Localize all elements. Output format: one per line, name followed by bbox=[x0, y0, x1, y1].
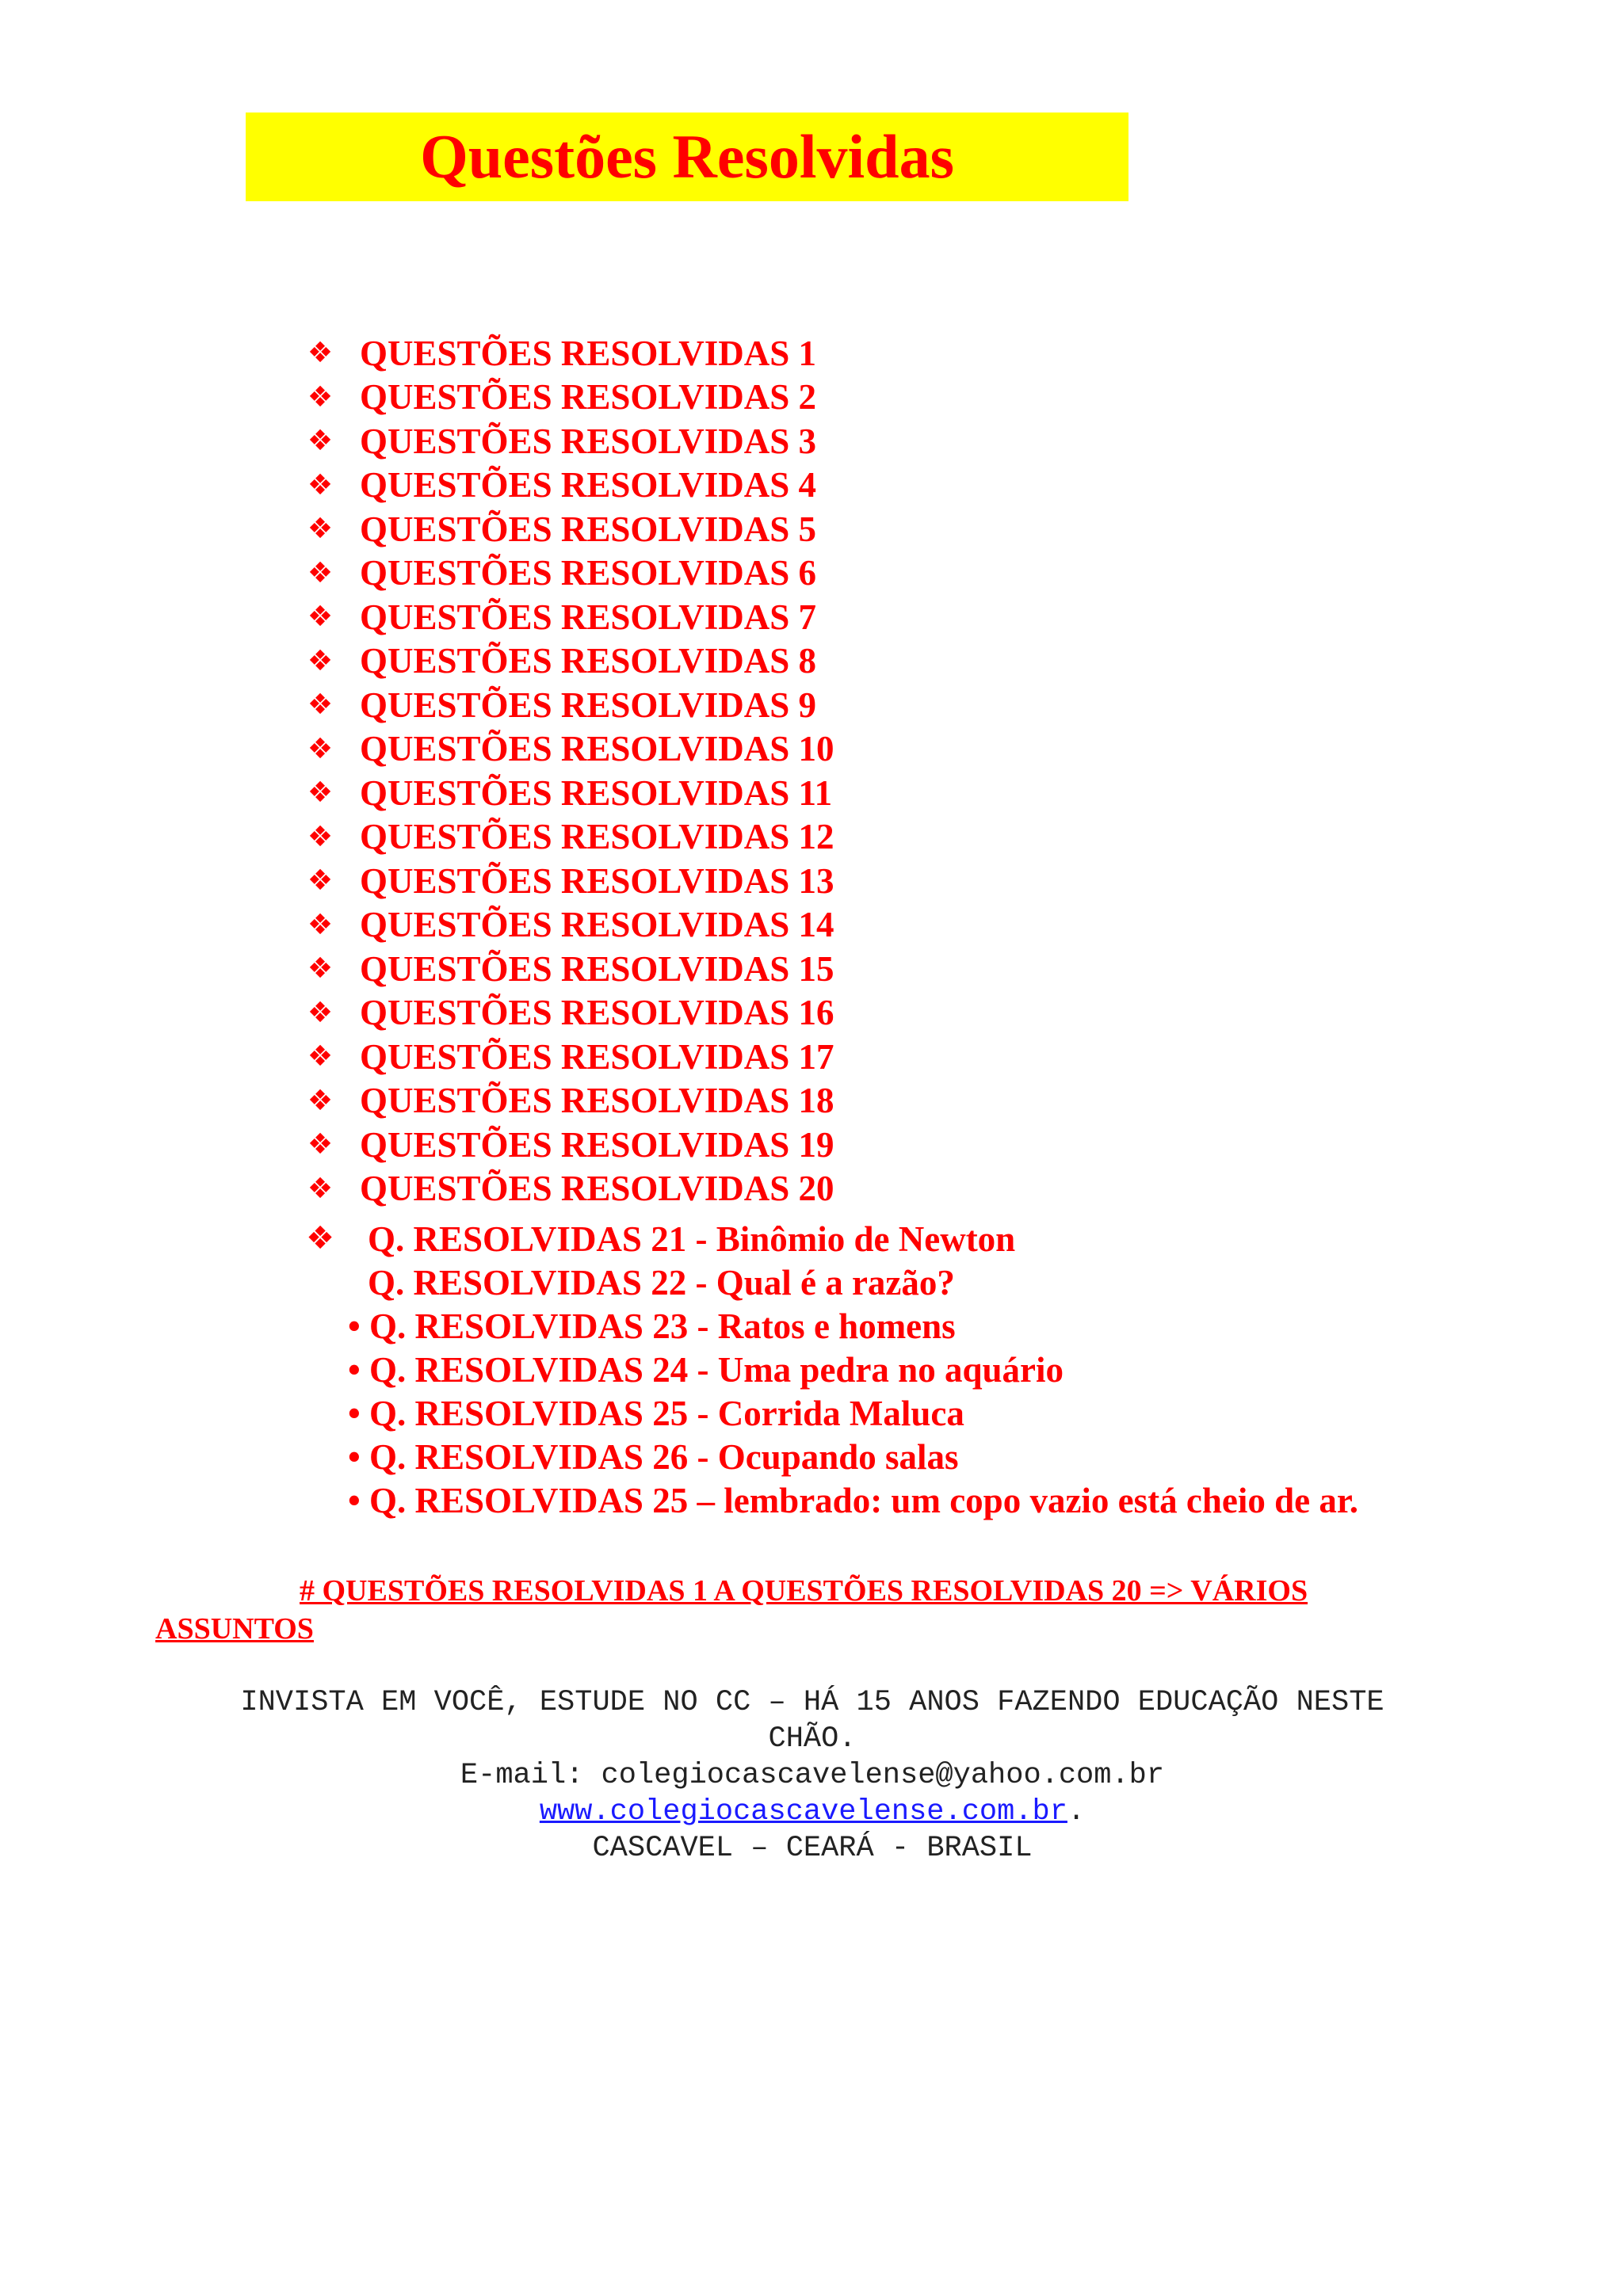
list-item-25b[interactable]: • Q. RESOLVIDAS 25 – lembrado: um copo vazio está cheio de ar. bbox=[348, 1481, 1358, 1520]
four-diamond-bullet-icon: ❖ bbox=[306, 1220, 334, 1257]
list-item-21-label[interactable]: Q. RESOLVIDAS 21 - Binômio de Newton bbox=[368, 1219, 1016, 1259]
page-title: Questões Resolvidas bbox=[420, 122, 954, 191]
four-diamond-bullet-icon: ❖ bbox=[307, 425, 334, 458]
four-diamond-bullet-icon: ❖ bbox=[307, 601, 334, 634]
summary-link-line1[interactable]: # QUESTÕES RESOLVIDAS 1 A QUESTÕES RESOLVIDAS 20 => VÁRIOS bbox=[300, 1574, 1308, 1608]
list-item-label[interactable]: QUESTÕES RESOLVIDAS 10 bbox=[360, 729, 834, 769]
four-diamond-bullet-icon: ❖ bbox=[307, 952, 334, 986]
title-banner bbox=[246, 113, 1128, 201]
footer-website bbox=[158, 1794, 1466, 1830]
footer-slogan-line1: INVISTA EM VOCÊ, ESTUDE NO CC – HÁ 15 ANOS FAZENDO EDUCAÇÃO NESTE bbox=[240, 1686, 1384, 1719]
list-item-label[interactable]: QUESTÕES RESOLVIDAS 12 bbox=[360, 817, 834, 857]
list-item-21[interactable] bbox=[301, 1219, 339, 1255]
list-item-label[interactable]: QUESTÕES RESOLVIDAS 14 bbox=[360, 905, 834, 945]
four-diamond-bullet-icon: ❖ bbox=[307, 380, 334, 414]
four-diamond-bullet-icon: ❖ bbox=[307, 513, 334, 546]
four-diamond-bullet-icon: ❖ bbox=[307, 732, 334, 765]
four-diamond-bullet-icon: ❖ bbox=[307, 337, 334, 370]
list-item-26[interactable]: • Q. RESOLVIDAS 26 - Ocupando salas bbox=[348, 1437, 959, 1477]
list-item-25[interactable]: • Q. RESOLVIDAS 25 - Corrida Maluca bbox=[348, 1394, 964, 1433]
footer-location: CASCAVEL – CEARÁ - BRASIL bbox=[592, 1832, 1033, 1865]
four-diamond-bullet-icon: ❖ bbox=[307, 688, 334, 722]
list-item-label[interactable]: QUESTÕES RESOLVIDAS 4 bbox=[360, 465, 817, 505]
four-diamond-bullet-icon: ❖ bbox=[307, 1172, 334, 1205]
list-item-label[interactable]: QUESTÕES RESOLVIDAS 2 bbox=[360, 377, 817, 418]
four-diamond-bullet-icon: ❖ bbox=[307, 820, 334, 853]
list-item-label[interactable]: QUESTÕES RESOLVIDAS 5 bbox=[360, 509, 817, 549]
four-diamond-bullet-icon: ❖ bbox=[307, 776, 334, 810]
list-item-22[interactable]: Q. RESOLVIDAS 22 - Qual é a razão? bbox=[368, 1263, 955, 1302]
list-item-label[interactable]: QUESTÕES RESOLVIDAS 7 bbox=[360, 597, 817, 637]
list-item-label[interactable]: QUESTÕES RESOLVIDAS 3 bbox=[360, 421, 817, 461]
list-item-label[interactable]: QUESTÕES RESOLVIDAS 13 bbox=[360, 860, 834, 901]
list-item-23[interactable]: • Q. RESOLVIDAS 23 - Ratos e homens bbox=[348, 1306, 956, 1346]
four-diamond-bullet-icon: ❖ bbox=[307, 864, 334, 898]
footer-slogan-line2: CHÃO. bbox=[768, 1722, 857, 1756]
list-item-label[interactable]: QUESTÕES RESOLVIDAS 17 bbox=[360, 1036, 834, 1077]
list-item-label[interactable]: QUESTÕES RESOLVIDAS 15 bbox=[360, 948, 834, 989]
four-diamond-bullet-icon: ❖ bbox=[307, 996, 334, 1029]
four-diamond-bullet-icon: ❖ bbox=[307, 468, 334, 502]
list-item-label[interactable]: QUESTÕES RESOLVIDAS 16 bbox=[360, 993, 834, 1033]
four-diamond-bullet-icon: ❖ bbox=[307, 908, 334, 941]
four-diamond-bullet-icon: ❖ bbox=[307, 1040, 334, 1074]
four-diamond-bullet-icon: ❖ bbox=[307, 556, 334, 589]
list-item-label[interactable]: QUESTÕES RESOLVIDAS 8 bbox=[360, 641, 817, 681]
website-suffix: . bbox=[1067, 1795, 1086, 1829]
list-item-label[interactable]: QUESTÕES RESOLVIDAS 6 bbox=[360, 553, 817, 593]
four-diamond-bullet-icon: ❖ bbox=[307, 1128, 334, 1161]
website-link[interactable]: www.colegiocascavelense.com.br bbox=[539, 1795, 1067, 1829]
footer-email: E-mail: colegiocascavelense@yahoo.com.br bbox=[460, 1759, 1165, 1792]
list-item-24[interactable]: • Q. RESOLVIDAS 24 - Uma pedra no aquário bbox=[348, 1350, 1064, 1390]
list-item-label[interactable]: QUESTÕES RESOLVIDAS 1 bbox=[360, 333, 817, 373]
list-item-label[interactable]: QUESTÕES RESOLVIDAS 18 bbox=[360, 1081, 834, 1121]
summary-link-line2[interactable]: ASSUNTOS bbox=[155, 1612, 314, 1646]
list-item-label[interactable]: QUESTÕES RESOLVIDAS 9 bbox=[360, 685, 817, 725]
four-diamond-bullet-icon: ❖ bbox=[307, 1084, 334, 1117]
list-item-label[interactable]: QUESTÕES RESOLVIDAS 19 bbox=[360, 1124, 834, 1165]
list-item-label[interactable]: QUESTÕES RESOLVIDAS 11 bbox=[360, 772, 833, 813]
four-diamond-bullet-icon: ❖ bbox=[307, 644, 334, 677]
list-item-label[interactable]: QUESTÕES RESOLVIDAS 20 bbox=[360, 1169, 834, 1209]
